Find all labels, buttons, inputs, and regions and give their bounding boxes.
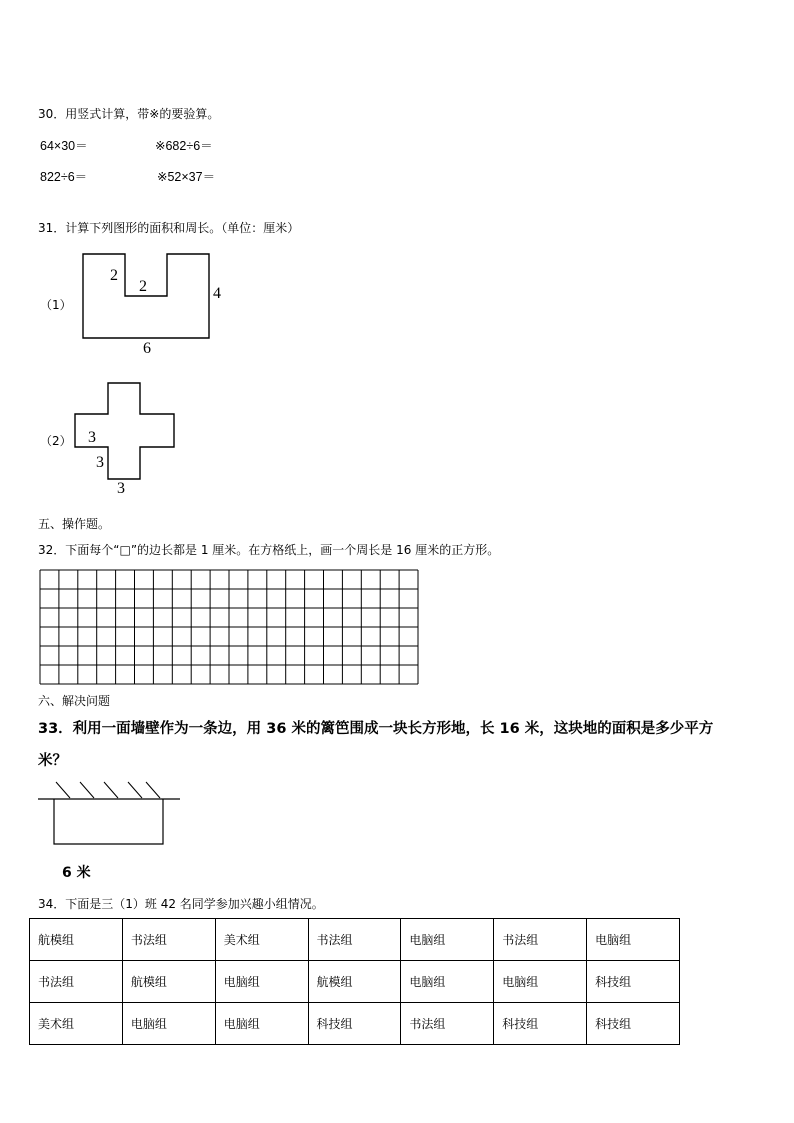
table-cell: 电脑组 (587, 919, 680, 961)
table-cell: 电脑组 (215, 1003, 308, 1045)
table-row (30, 961, 680, 1003)
q33-text-line-2: 米？ (38, 753, 67, 769)
q31-fig1-mark: （1） (40, 298, 72, 312)
q34-title: 34．下面是三（1）班 42 名同学参加兴趣小组情况。 (38, 897, 324, 911)
q32-title: 32．下面每个“□”的边长都是 1 厘米。在方格纸上，画一个周长是 16 厘米的正方形。 (38, 543, 500, 557)
table-cell: 书法组 (122, 919, 215, 961)
q31-fig2-mark: （2） (40, 434, 72, 448)
q30-item-4: ※52×37＝ (157, 170, 216, 184)
section-5-heading: 五、操作题。 (38, 517, 111, 531)
table-cell: 电脑组 (215, 961, 308, 1003)
table-cell: 科技组 (587, 961, 680, 1003)
q31-fig1-label-width: 2 (139, 278, 147, 295)
table-cell: 航模组 (122, 961, 215, 1003)
table-cell: 书法组 (30, 961, 123, 1003)
q31-fig1-label-bottom: 6 (143, 340, 151, 357)
table-cell: 电脑组 (122, 1003, 215, 1045)
q33-wall-fence-diagram (38, 780, 188, 850)
table-cell: 书法组 (308, 919, 401, 961)
table-cell: 美术组 (30, 1003, 123, 1045)
q31-title: 31．计算下列图形的面积和周长。（单位：厘米） (38, 221, 300, 235)
table-cell: 电脑组 (401, 919, 494, 961)
table-cell: 美术组 (215, 919, 308, 961)
table-cell: 书法组 (494, 919, 587, 961)
q30-item-3: 822÷6＝ (40, 170, 88, 184)
q30-title: 30．用竖式计算，带※的要验算。 (38, 107, 220, 121)
q32-square-grid[interactable] (39, 569, 419, 685)
table-row (30, 1003, 680, 1045)
q30-item-1: 64×30＝ (40, 139, 88, 153)
q30-item-2: ※682÷6＝ (155, 139, 213, 153)
section-6-heading: 六、解决问题 (38, 694, 111, 708)
q31-fig2-label-2: 3 (96, 454, 104, 471)
q33-text-line-1: 33．利用一面墙壁作为一条边，用 36 米的篱笆围成一块长方形地，长 16 米，这块地的面积是多少平方 (38, 721, 714, 737)
q31-fig1-label-side: 4 (213, 285, 221, 302)
q33-width-label: 6 米 (62, 865, 91, 881)
table-cell: 科技组 (308, 1003, 401, 1045)
q31-fig1-label-height: 2 (110, 267, 118, 284)
table-cell: 书法组 (401, 1003, 494, 1045)
q34-interest-group-table (29, 918, 680, 1045)
q31-fig2-label-1: 3 (88, 429, 96, 446)
table-cell: 电脑组 (494, 961, 587, 1003)
q31-fig2-label-3: 3 (117, 480, 125, 497)
table-cell: 科技组 (587, 1003, 680, 1045)
table-row (30, 919, 680, 961)
table-cell: 电脑组 (401, 961, 494, 1003)
table-cell: 航模组 (308, 961, 401, 1003)
table-cell: 航模组 (30, 919, 123, 961)
table-cell: 科技组 (494, 1003, 587, 1045)
